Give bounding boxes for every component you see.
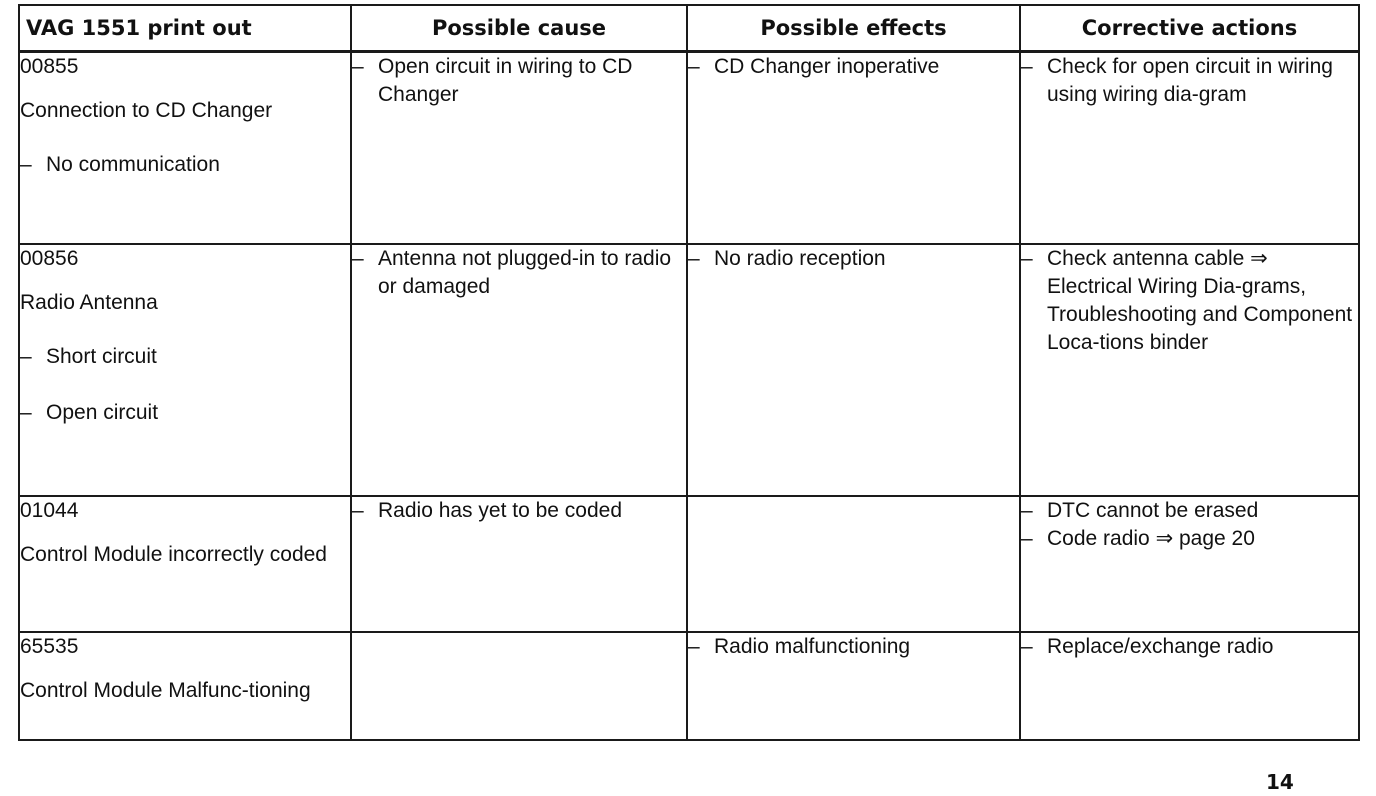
dtc-description: Control Module incorrectly coded bbox=[20, 542, 327, 566]
table-row bbox=[19, 632, 1359, 740]
header-possible-cause: Possible cause bbox=[351, 5, 687, 52]
action-item bbox=[1021, 497, 1358, 525]
cause-cell bbox=[351, 632, 687, 740]
action-item bbox=[1021, 53, 1358, 109]
dash-marker: – bbox=[688, 246, 700, 270]
dash-marker: – bbox=[1021, 55, 1033, 78]
dtc-table bbox=[18, 4, 1360, 741]
print-out-cell bbox=[19, 244, 351, 496]
dash-marker: – bbox=[688, 634, 700, 658]
action-text: Check for open circuit in wiring using wiring dia-gram bbox=[1047, 55, 1333, 106]
cause-text: Antenna not plugged-in to radio or damaged bbox=[378, 246, 672, 298]
page-number: 14 bbox=[1266, 770, 1294, 794]
dash-marker: – bbox=[1021, 246, 1033, 270]
dash-marker: – bbox=[20, 344, 32, 368]
effect-text: No radio reception bbox=[714, 246, 886, 270]
cause-cell bbox=[351, 496, 687, 632]
condition-text: Short circuit bbox=[46, 344, 157, 368]
cause-cell bbox=[351, 52, 687, 244]
print-out-cell bbox=[19, 632, 351, 740]
condition-text: No communication bbox=[46, 153, 220, 176]
action-item bbox=[1021, 245, 1358, 357]
print-out-cell bbox=[19, 52, 351, 244]
effect-cell bbox=[687, 632, 1020, 740]
effect-cell bbox=[687, 244, 1020, 496]
dtc-code: 00856 bbox=[20, 246, 79, 270]
action-text: Replace/exchange radio bbox=[1047, 634, 1274, 658]
effect-item bbox=[688, 245, 1019, 273]
effect-item bbox=[688, 633, 1019, 661]
action-item bbox=[1021, 525, 1358, 553]
action-text: DTC cannot be erased bbox=[1047, 498, 1259, 522]
effect-item bbox=[688, 53, 1019, 81]
dash-marker: – bbox=[1021, 498, 1033, 522]
action-text: Check antenna cable ⇒ Electrical Wiring Dia-grams, Troubleshooting and Component Loca-tions binder bbox=[1047, 246, 1353, 354]
cause-item bbox=[352, 497, 686, 525]
action-cell bbox=[1020, 632, 1359, 740]
table-header-row bbox=[19, 5, 1359, 52]
header-possible-effects: Possible effects bbox=[687, 5, 1020, 52]
dtc-code: 65535 bbox=[20, 634, 79, 658]
header-print-out: VAG 1551 print out bbox=[19, 5, 351, 52]
action-text: Code radio ⇒ page 20 bbox=[1047, 526, 1255, 550]
action-item bbox=[1021, 633, 1358, 661]
cause-item bbox=[352, 245, 686, 301]
table-row bbox=[19, 52, 1359, 244]
action-cell bbox=[1020, 496, 1359, 632]
dash-marker: – bbox=[352, 55, 364, 78]
dash-marker: – bbox=[688, 55, 700, 78]
dtc-description: Radio Antenna bbox=[20, 290, 158, 314]
condition-item bbox=[20, 343, 350, 371]
dtc-code: 00855 bbox=[20, 55, 79, 78]
dash-marker: – bbox=[352, 498, 364, 522]
condition-item bbox=[20, 399, 350, 427]
effect-cell bbox=[687, 52, 1020, 244]
dtc-description: Connection to CD Changer bbox=[20, 99, 273, 122]
dash-marker: – bbox=[1021, 526, 1033, 550]
dash-marker: – bbox=[20, 153, 32, 176]
cause-text: Open circuit in wiring to CD Changer bbox=[378, 55, 633, 106]
header-corrective-actions: Corrective actions bbox=[1020, 5, 1359, 52]
effect-text: Radio malfunctioning bbox=[714, 634, 911, 658]
effect-cell bbox=[687, 496, 1020, 632]
condition-text: Open circuit bbox=[46, 400, 159, 424]
dtc-code: 01044 bbox=[20, 498, 79, 522]
action-cell bbox=[1020, 52, 1359, 244]
condition-item bbox=[20, 151, 350, 179]
cause-item bbox=[352, 53, 686, 109]
dtc-description: Control Module Malfunc-tioning bbox=[20, 678, 311, 702]
dash-marker: – bbox=[1021, 634, 1033, 658]
action-cell bbox=[1020, 244, 1359, 496]
dash-marker: – bbox=[20, 400, 32, 424]
table-row bbox=[19, 244, 1359, 496]
table-row bbox=[19, 496, 1359, 632]
dash-marker: – bbox=[352, 246, 364, 270]
print-out-cell bbox=[19, 496, 351, 632]
effect-text: CD Changer inoperative bbox=[714, 55, 940, 78]
cause-cell bbox=[351, 244, 687, 496]
cause-text: Radio has yet to be coded bbox=[378, 498, 623, 522]
